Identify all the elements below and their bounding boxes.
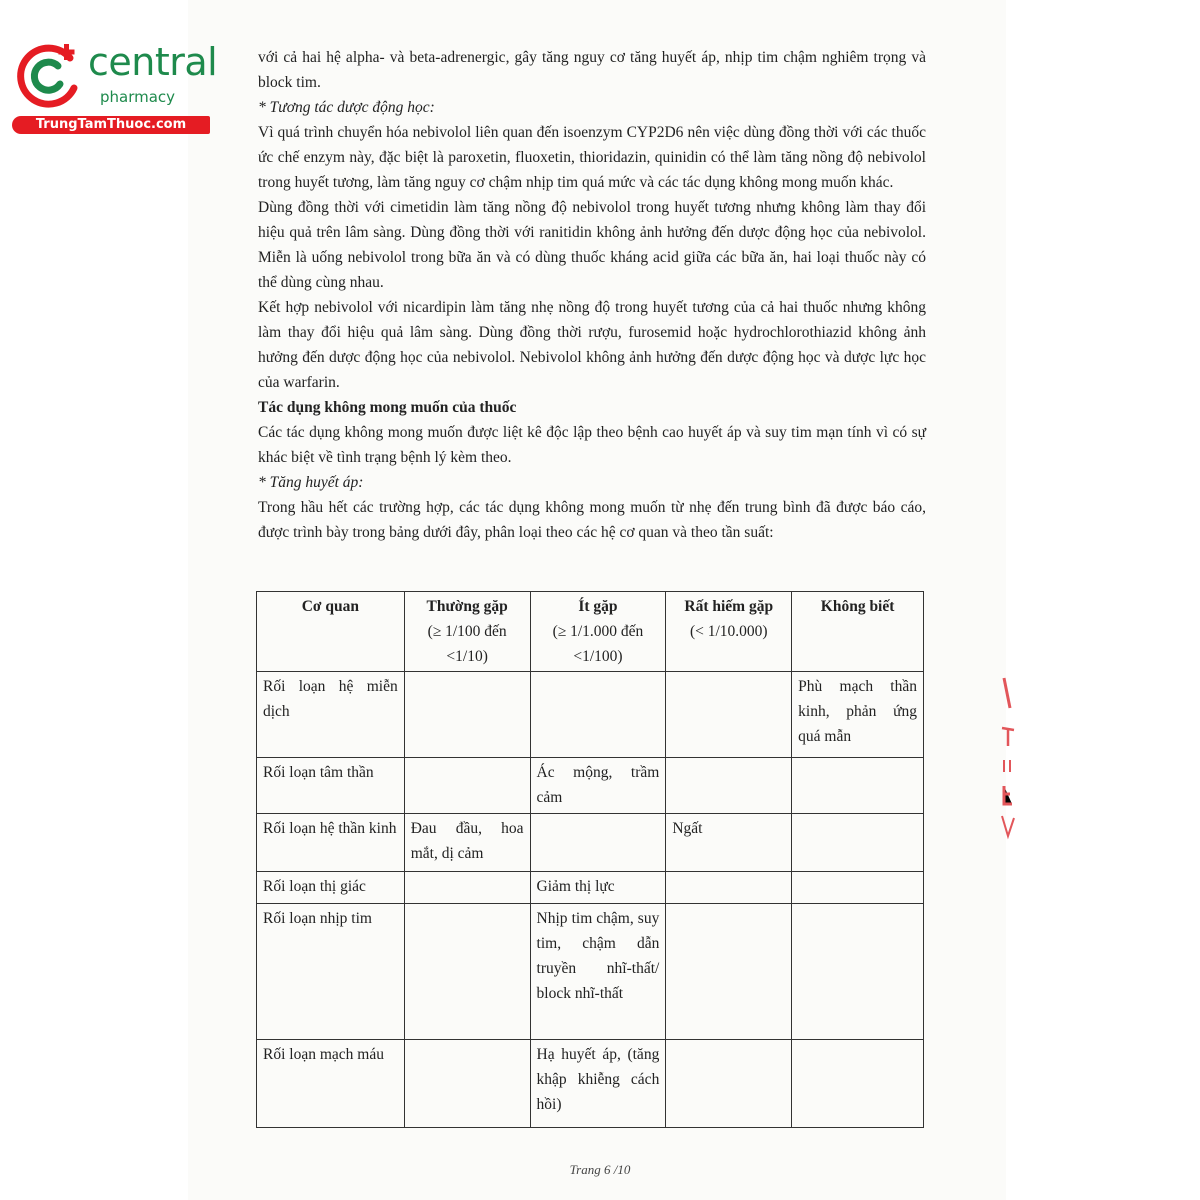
table-header-row [257, 592, 924, 672]
paragraph-1: với cả hai hệ alpha- và beta-adrenergic, gây tăng nguy cơ tăng huyết áp, nhịp tim chậm nghiêm trọng và block tim. [258, 49, 926, 91]
table-cell [404, 758, 530, 814]
table-cell [792, 904, 924, 1040]
header-unknown: Không biết [792, 592, 924, 672]
table-cell: Rối loạn hệ thần kinh [257, 814, 405, 872]
adverse-effects-table [256, 591, 924, 1128]
table-cell [666, 758, 792, 814]
table-cell: Ngất [666, 814, 792, 872]
table-cell [530, 814, 666, 872]
red-stamp-fragment [998, 668, 1028, 848]
table-cell [404, 672, 530, 758]
table-cell: Phù mạch thần kinh, phản ứng quá mẫn [792, 672, 924, 758]
stamp-icon [998, 668, 1028, 848]
header-uncommon: Ít gặp (≥ 1/1.000 đến <1/100) [530, 592, 666, 672]
table-row [257, 904, 924, 1040]
logo-mark-icon [12, 40, 84, 112]
heading-adverse-effects: Tác dụng không mong muốn của thuốc [258, 399, 517, 416]
table-cell: Hạ huyết áp, (tăng khập khiễng cách hồi) [530, 1040, 666, 1128]
logo-subtitle: pharmacy [100, 88, 176, 106]
table-cell: Nhịp tim chậm, suy tim, chậm dẫn truyền nhĩ-thất/ block nhĩ-thất [530, 904, 666, 1040]
table-cell [404, 904, 530, 1040]
table-cell [666, 904, 792, 1040]
table-cell: Đau đầu, hoa mắt, dị cảm [404, 814, 530, 872]
paragraph-6: Trong hầu hết các trường hợp, các tác dụng không mong muốn từ nhẹ đến trung bình đã được báo cáo, được trình bày trong bảng dưới đây, phân loại theo các hệ cơ quan và theo tần suất: [258, 499, 926, 541]
header-common: Thường gặp (≥ 1/100 đến <1/10) [404, 592, 530, 672]
heading-hypertension: * Tăng huyết áp: [258, 474, 364, 491]
paragraph-3: Dùng đồng thời với cimetidin làm tăng nồng độ nebivolol trong huyết tương nhưng không làm thay đổi hiệu quả trên lâm sàng. Dùng đồng thời với ranitidin không ảnh hưởng đến dược động học của nebivolol. Miễn là uống nebivolol trong bữa ăn và có dùng thuốc kháng acid giữa các bữa ăn, hai loại thuốc này có thể dùng cùng nhau. [258, 199, 926, 291]
table-cell: Rối loạn tâm thần [257, 758, 405, 814]
table-cell [404, 872, 530, 904]
table-cell: Rối loạn thị giác [257, 872, 405, 904]
paragraph-4: Kết hợp nebivolol với nicardipin làm tăng nhẹ nồng độ trong huyết tương của cả hai thuốc nhưng không làm thay đổi hiệu quả lâm sàng. Dùng đồng thời rượu, furosemid hoặc hydrochlorothiazid không ảnh hưởng đến dược động học của nebivolol. Nebivolol không ảnh hưởng đến dược động học và dược lực học của warfarin. [258, 299, 926, 391]
table-cell [792, 758, 924, 814]
heading-pharmacokinetic: * Tương tác dược động học: [258, 99, 435, 116]
table-cell [792, 872, 924, 904]
table-row [257, 814, 924, 872]
table-cell [666, 672, 792, 758]
page-number: Trang 6 /10 [569, 1162, 631, 1177]
table-cell [792, 814, 924, 872]
central-pharmacy-logo[interactable] [12, 38, 217, 138]
table-cell: Rối loạn mạch máu [257, 1040, 405, 1128]
header-organ: Cơ quan [257, 592, 405, 672]
table-row [257, 758, 924, 814]
table-cell [792, 1040, 924, 1128]
table-cell: Giảm thị lực [530, 872, 666, 904]
table-cell: Rối loạn nhịp tim [257, 904, 405, 1040]
table-row [257, 872, 924, 904]
table-cell: Ác mộng, trầm cảm [530, 758, 666, 814]
body-text [258, 45, 926, 545]
table-cell [530, 672, 666, 758]
table-row [257, 672, 924, 758]
logo-site-link[interactable]: TrungTamThuoc.com [12, 116, 210, 134]
paragraph-2: Vì quá trình chuyển hóa nebivolol liên quan đến isoenzym CYP2D6 nên việc dùng đồng thời với các thuốc ức chế enzym này, đặc biệt là paroxetin, fluoxetin, thioridazin, quinidin có thể làm tăng nồng độ nebivolol trong huyết tương, làm tăng nguy cơ chậm nhịp tim quá mức và các tác dụng không mong muốn khác. [258, 124, 926, 191]
table-cell [404, 1040, 530, 1128]
header-very-rare: Rất hiếm gặp (< 1/10.000) [666, 592, 792, 672]
table-row [257, 1040, 924, 1128]
paragraph-5: Các tác dụng không mong muốn được liệt kê độc lập theo bệnh cao huyết áp và suy tim mạn tính vì có sự khác biệt về tình trạng bệnh lý kèm theo. [258, 424, 926, 466]
table-cell: Rối loạn hệ miễn dịch [257, 672, 405, 758]
table-cell [666, 872, 792, 904]
logo-brand: central [88, 40, 218, 84]
table-cell [666, 1040, 792, 1128]
